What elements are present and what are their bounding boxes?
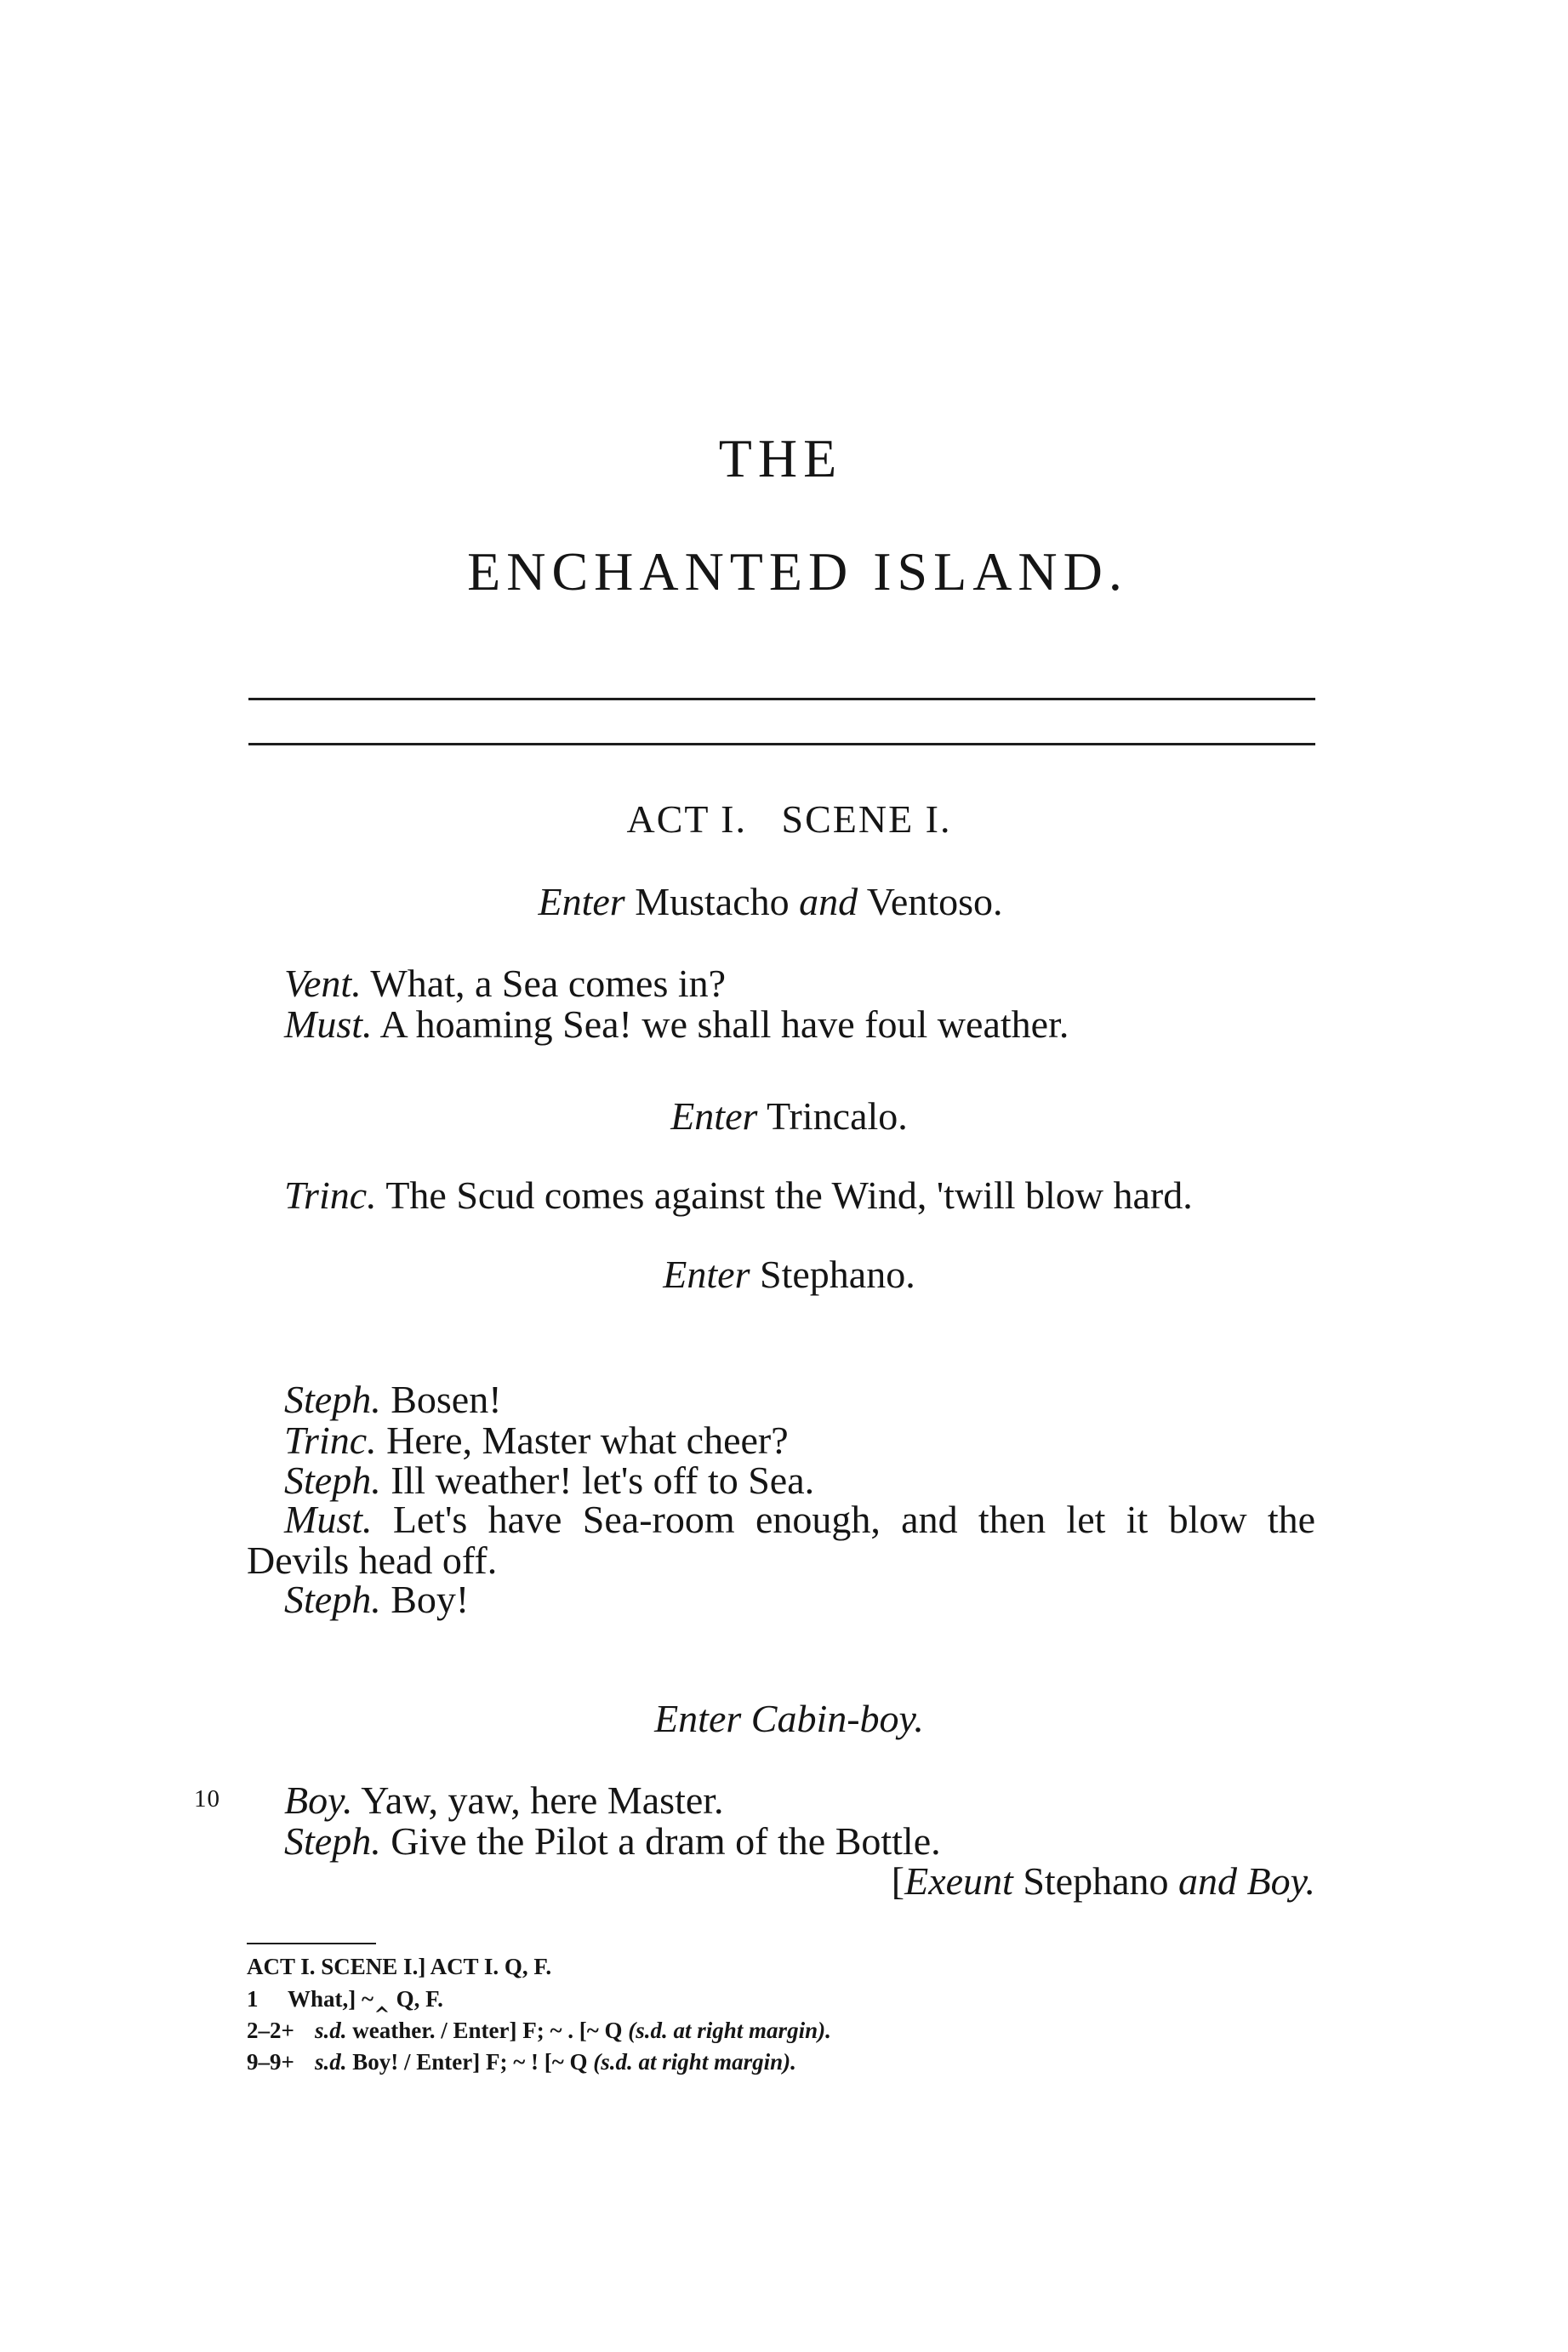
speaker-name: Boy.: [284, 1778, 353, 1822]
textual-note-text: What,] ~‸ Q, F.: [288, 1986, 443, 2012]
speech-text: Here, Master what cheer?: [386, 1419, 789, 1462]
speech-text: Bosen!: [391, 1378, 502, 1421]
speaker-name: Vent.: [284, 962, 362, 1005]
scene-heading: ACT I. SCENE I.: [626, 797, 952, 841]
speech-word: enough,: [755, 1498, 881, 1541]
dialogue-line: [284, 1173, 1193, 1217]
speech-text: Boy!: [391, 1578, 470, 1621]
stage-direction-enter-trincalo: [5, 1094, 1568, 1138]
dialogue-line: [284, 1380, 502, 1419]
sd-conjunction: and: [799, 880, 858, 923]
speech-text: Yaw, yaw, here Master.: [361, 1778, 724, 1822]
dialogue-line: [284, 964, 726, 1003]
speech-word: blow: [1168, 1498, 1247, 1541]
dialogue-line: [284, 1421, 789, 1460]
dialogue-line: [284, 1778, 724, 1822]
sd-enter-word: Enter: [670, 1094, 758, 1138]
sd-character-name: Boy.: [1246, 1859, 1315, 1903]
sd-character-name: Cabin-boy.: [750, 1697, 924, 1740]
speech-text: A hoaming Sea! we shall have foul weather.: [379, 1002, 1069, 1046]
speech-word: have: [488, 1498, 562, 1541]
speech-text: What, a Sea comes in?: [370, 962, 727, 1005]
dialogue-line: [284, 1002, 1069, 1046]
line-number: 10: [194, 1785, 220, 1813]
textual-note-comment: (s.d. at right margin).: [628, 2018, 831, 2043]
speaker-name: Must.: [284, 1002, 373, 1046]
speaker-name: Steph.: [284, 1378, 381, 1421]
speaker-name: Trinc.: [284, 1173, 377, 1217]
speech-word: Sea-room: [582, 1498, 735, 1541]
speech-word: let: [1066, 1498, 1106, 1541]
textual-note-text: Boy! / Enter] F; ~ ! [~ Q: [352, 2049, 588, 2075]
dialogue-line: [284, 1819, 941, 1863]
speaker-name: Steph.: [284, 1578, 381, 1621]
title-divider-bottom: [248, 743, 1315, 745]
textual-note-text: weather. / Enter] F; ~ . [~ Q: [352, 2018, 623, 2043]
speech-word: it: [1126, 1498, 1149, 1541]
textual-note-comment: (s.d. at right margin).: [593, 2049, 796, 2075]
textual-note-ref: 9–9+: [247, 2049, 294, 2075]
textual-note-text: ACT I. SCENE I.] ACT I. Q, F.: [247, 1954, 552, 1979]
textual-note-sd: s.d.: [315, 2049, 347, 2075]
footnote-divider: [247, 1943, 376, 1944]
dialogue-line: [284, 1580, 469, 1619]
textual-note: [247, 2019, 831, 2042]
speaker-name: Steph.: [284, 1459, 381, 1502]
speech-word: then: [978, 1498, 1046, 1541]
stage-direction-exeunt: [891, 1859, 1315, 1903]
textual-note-sd: s.d.: [315, 2018, 347, 2043]
textual-note: [247, 1988, 443, 2011]
play-title-line-2: ENCHANTED ISLAND.: [467, 541, 1128, 602]
speech-text: The Scud comes against the Wind, 'twill blow hard.: [385, 1173, 1193, 1217]
sd-enter-word: Enter: [663, 1253, 750, 1296]
speaker-name: Trinc.: [284, 1419, 377, 1462]
speech-text: Give the Pilot a dram of the Bottle.: [391, 1819, 941, 1863]
textual-note: [247, 2051, 796, 2074]
speech-word: the: [1267, 1498, 1316, 1541]
sd-character-name: Stephano.: [760, 1253, 915, 1296]
speech-word: and: [901, 1498, 958, 1541]
sd-enter-word: Enter: [538, 880, 625, 923]
speaker-name: Steph.: [284, 1819, 381, 1863]
stage-direction-enter-mustacho-ventoso: [0, 882, 1554, 922]
stage-direction-enter-cabin-boy: [5, 1699, 1568, 1738]
sd-character-name: Mustacho: [635, 880, 790, 923]
sd-character-name: Trincalo.: [767, 1094, 908, 1138]
sd-character-name: Ventoso.: [866, 880, 1003, 923]
play-title-line-1: THE: [718, 428, 843, 488]
speaker-name: Must.: [284, 1498, 373, 1541]
sd-enter-word: Enter: [654, 1697, 742, 1740]
sd-bracket: [: [891, 1859, 905, 1903]
sd-conjunction: and: [1178, 1859, 1238, 1903]
textual-note-ref: 1: [247, 1986, 259, 2012]
speech-text: Ill weather! let's off to Sea.: [391, 1459, 815, 1502]
textual-note: [247, 1955, 551, 1978]
title-divider-top: [248, 698, 1315, 700]
dialogue-line-justified: [284, 1500, 1315, 1539]
dialogue-continuation: Devils head off.: [247, 1539, 498, 1582]
textual-note-ref: 2–2+: [247, 2018, 294, 2043]
sd-character-name: Stephano: [1023, 1859, 1169, 1903]
speech-word: Let's: [392, 1498, 468, 1541]
dialogue-line: [284, 1461, 814, 1500]
sd-exeunt-word: Exeunt: [904, 1859, 1013, 1903]
stage-direction-enter-stephano: [5, 1255, 1568, 1294]
